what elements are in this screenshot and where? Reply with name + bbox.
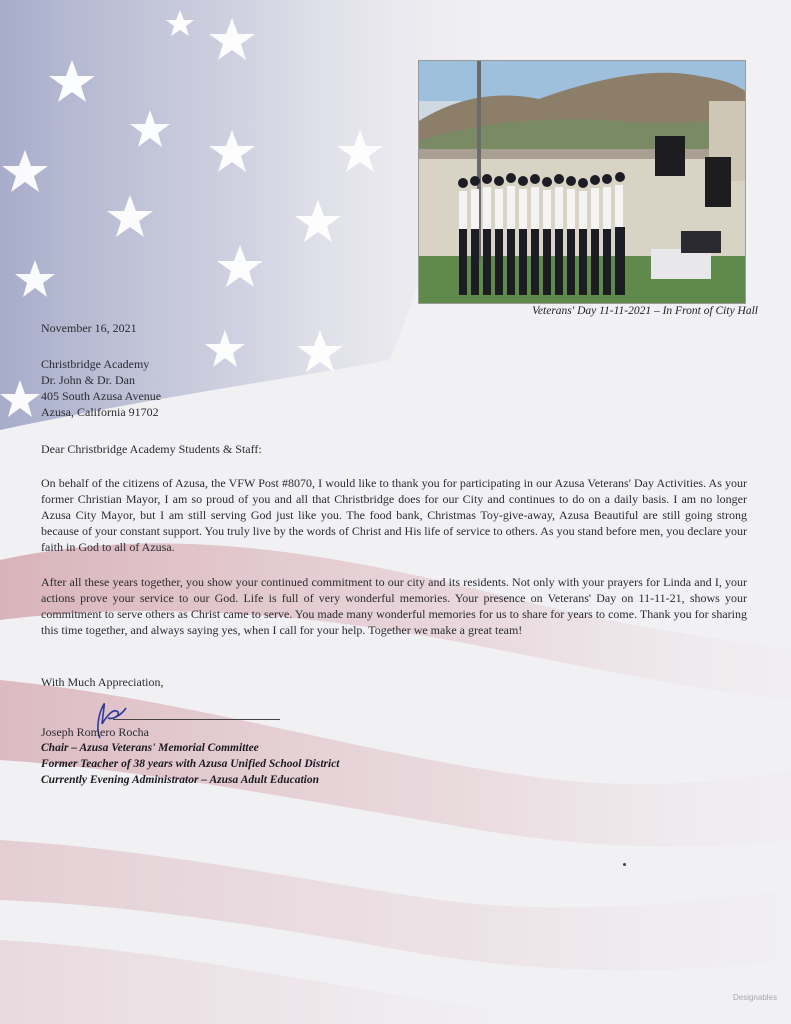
body-paragraph-1: On behalf of the citizens of Azusa, the VFW Post #8070, I would like to thank you for participating in our Azusa Veterans' Day Activities. As your former Christian Mayor, I am so proud of you and all that Christbridge does for our City and continues to do on a daily basis. I am no longer Azusa City Mayor, but I am still serving God just like you. The food bank, Christmas Toy-give-away, Azusa Beautiful are still going strong because of your constant support. You truly live by the words of Christ and His life of service to others. As you stand before men, you declare your faith in God to all of Azusa. (41, 476, 747, 554)
signer-title-3: Currently Evening Administrator – Azusa Adult Education (41, 774, 319, 786)
recipient-line-3: Azusa, California 91702 (41, 405, 159, 419)
salutation: Dear Christbridge Academy Students & Staff: (41, 442, 262, 456)
signer-title-2: Former Teacher of 38 years with Azusa Unified School District (41, 758, 340, 770)
speck-mark (623, 863, 626, 866)
recipient-address (41, 356, 161, 420)
photo-caption: Veterans' Day 11-11-2021 – In Front of City Hall (532, 305, 758, 317)
signature-line (113, 719, 280, 720)
recipient-name: Christbridge Academy (41, 357, 150, 371)
event-photo (418, 60, 746, 304)
recipient-line-1: Dr. John & Dr. Dan (41, 373, 135, 387)
signer-name: Joseph Romero Rocha (41, 725, 149, 739)
closing: With Much Appreciation, (41, 675, 164, 689)
body-paragraph-2: After all these years together, you show your continued commitment to our city and its residents. Not only with your prayers for Linda and I, your actions prove your service to our God. Life is full of very wonderful memories. Your presence on Veterans' Day on 11-11-21, shows your commitment to serve others as Christ came to serve. You made many wonderful memories for us to share for years to come. Thank you for sharing this time together, and always saying yes, when I call for your help. Together we make a great team! (41, 575, 747, 637)
footer-logo: Designables (732, 993, 777, 1002)
signer-title-1: Chair – Azusa Veterans' Memorial Committee (41, 742, 259, 754)
signer-titles (41, 740, 340, 788)
letter-date: November 16, 2021 (41, 321, 137, 335)
recipient-line-2: 405 South Azusa Avenue (41, 389, 162, 403)
